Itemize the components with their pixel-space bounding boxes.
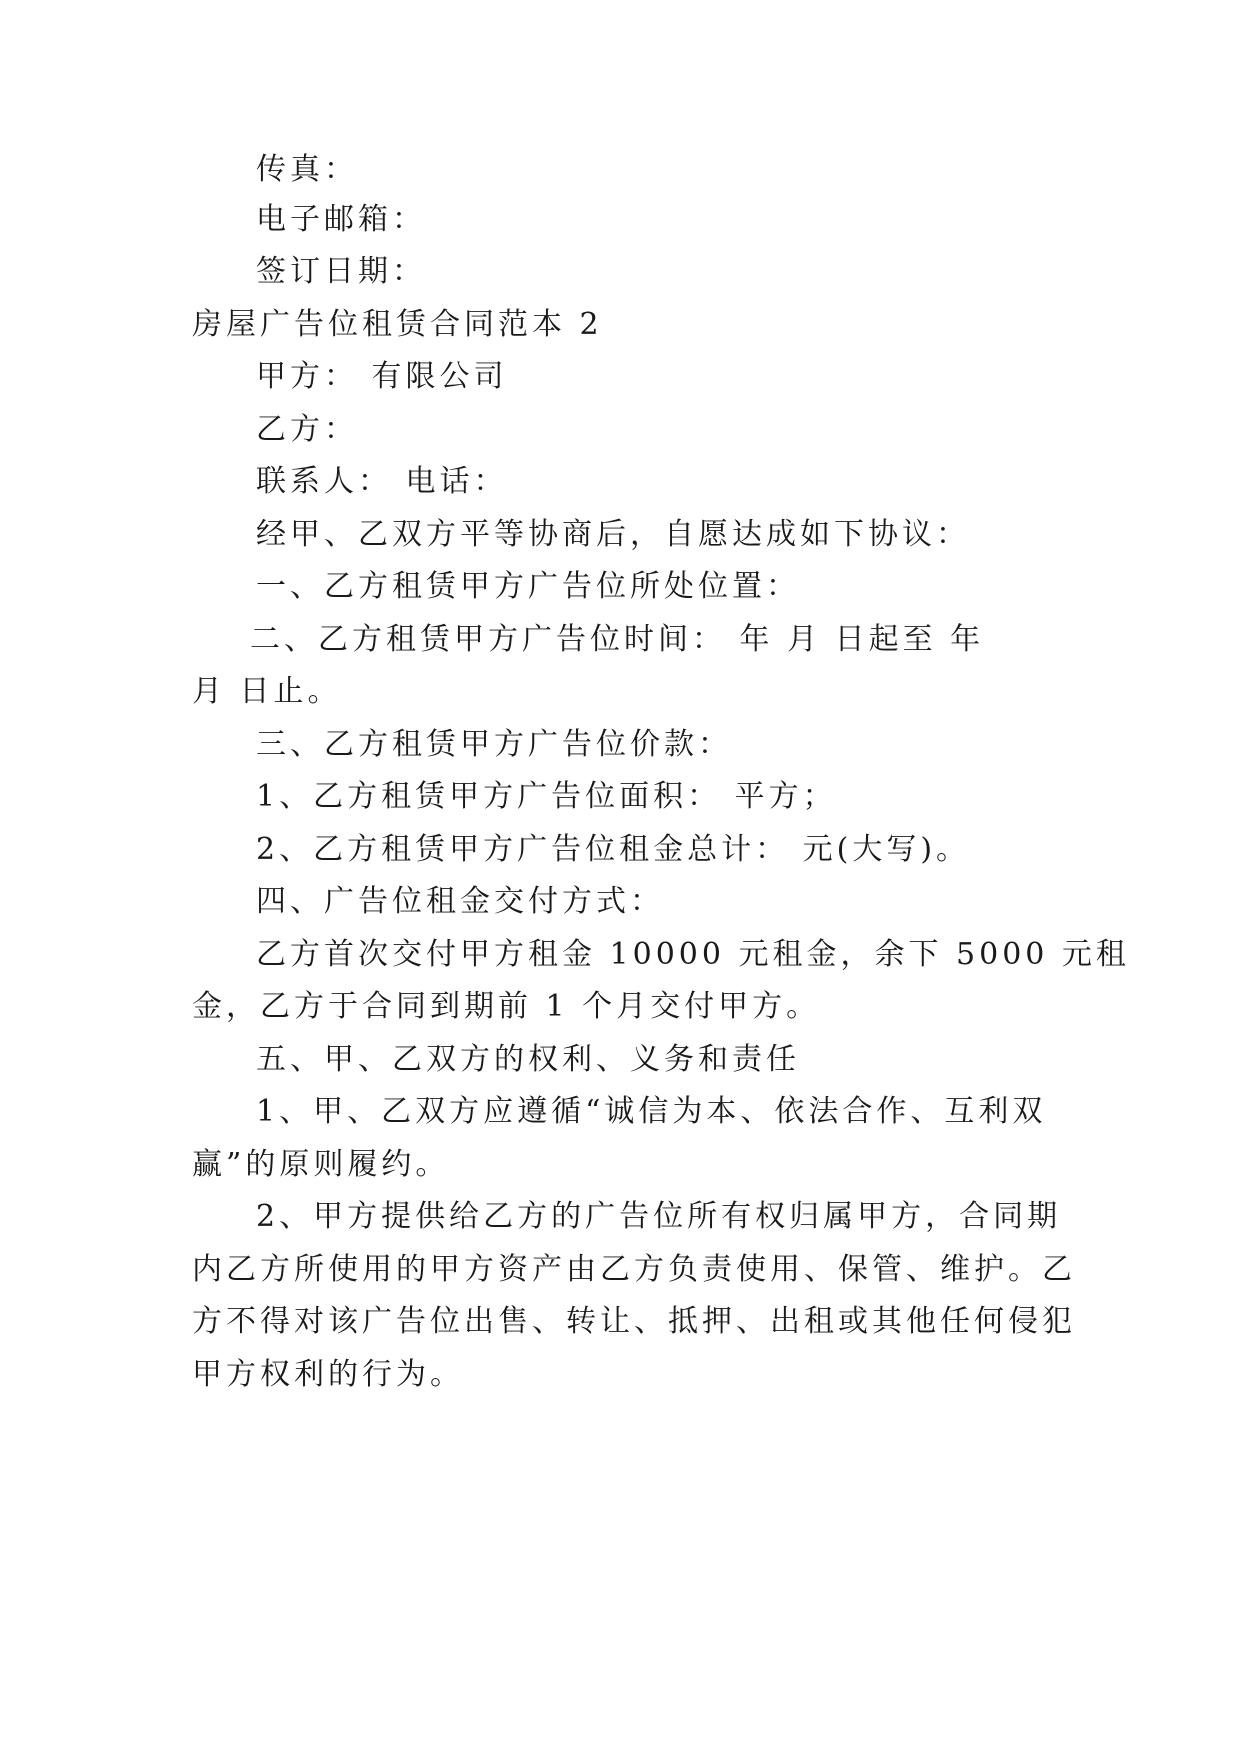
party-a: 甲方： 有限公司 — [256, 359, 508, 394]
contact-line: 联系人： 电话： — [256, 464, 508, 499]
fax-label: 传真： — [256, 152, 358, 187]
clause-3: 三、乙方租赁甲方广告位价款： — [256, 727, 732, 762]
email-label: 电子邮箱： — [256, 202, 426, 237]
party-b: 乙方： — [256, 412, 358, 447]
clause-1: 一、乙方租赁甲方广告位所处位置： — [256, 569, 800, 604]
agreement-intro: 经甲、乙双方平等协商后，自愿达成如下协议： — [256, 517, 970, 552]
clause-3-1: 1、乙方租赁甲方广告位面积： 平方； — [256, 779, 837, 814]
clause-5-2-cont-3: 甲方权利的行为。 — [192, 1357, 464, 1392]
clause-4-text-cont: 金，乙方于合同到期前 1 个月交付甲方。 — [192, 989, 821, 1024]
clause-5-2: 2、甲方提供给乙方的广告位所有权归属甲方，合同期 — [256, 1199, 1062, 1234]
sign-date-label: 签订日期： — [256, 254, 426, 289]
clause-2-cont: 月 日止。 — [192, 674, 342, 709]
clause-5-1-cont: 赢”的原则履约。 — [192, 1147, 450, 1182]
clause-5-2-cont-1: 内乙方所使用的甲方资产由乙方负责使用、保管、维护。乙 — [192, 1252, 1076, 1287]
clause-3-2: 2、乙方租赁甲方广告位租金总计： 元(大写)。 — [256, 832, 971, 867]
clause-4-text: 乙方首次交付甲方租金 10000 元租金，余下 5000 元租 — [256, 937, 1130, 972]
clause-5-1: 1、甲、乙双方应遵循“诚信为本、依法合作、互利双 — [256, 1094, 1047, 1129]
clause-2: 二、乙方租赁甲方广告位时间： 年 月 日起至 年 — [250, 622, 985, 657]
section-title: 房屋广告位租赁合同范本 2 — [192, 307, 603, 342]
clause-5-2-cont-2: 方不得对该广告位出售、转让、抵押、出租或其他任何侵犯 — [192, 1304, 1076, 1339]
clause-5: 五、甲、乙双方的权利、义务和责任 — [256, 1042, 800, 1077]
clause-4: 四、广告位租金交付方式： — [256, 884, 664, 919]
